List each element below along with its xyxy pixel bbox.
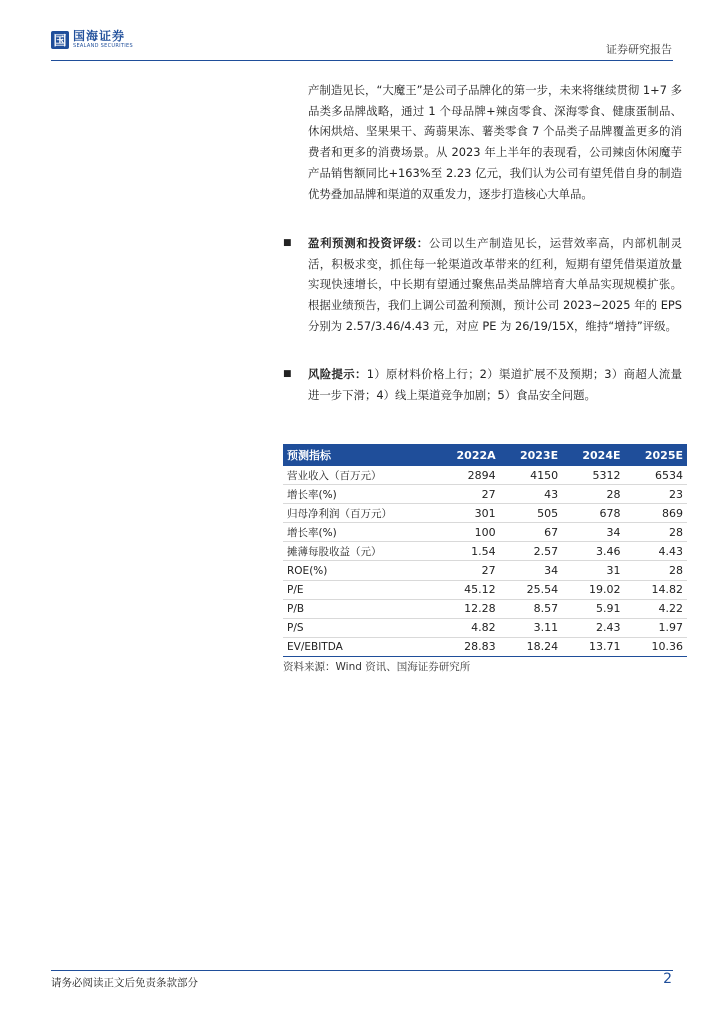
- table-cell: 10.36: [651, 640, 683, 654]
- risk-warning-text: 1）原材料价格上行；2）渠道扩展不及预期；3）商超人流量进一步下滑；4）线上渠道竞争加剧；5）食品安全问题。: [308, 367, 682, 402]
- table-cell: 4150: [530, 468, 559, 482]
- table-cell: 13.71: [589, 640, 621, 654]
- table-cell: 505: [537, 506, 559, 520]
- table-header-cell: 2023E: [500, 444, 562, 466]
- table-cell: P/B: [287, 602, 305, 615]
- table-row: [283, 485, 687, 504]
- table-row: [283, 561, 687, 580]
- table-cell: 28.83: [464, 640, 496, 654]
- table-cell: 34: [606, 525, 621, 539]
- table-row: [283, 580, 687, 599]
- table-cell: 2894: [467, 468, 496, 482]
- table-cell: 678: [599, 506, 621, 520]
- table-cell: 增长率(%): [287, 488, 337, 501]
- table-cell: 25.54: [526, 583, 559, 597]
- table-cell: 摊薄每股收益（元）: [287, 545, 382, 558]
- table-cell: 营业收入（百万元）: [287, 469, 382, 482]
- table-header-cell: 2025E: [625, 444, 687, 466]
- table-cell: 27: [481, 564, 496, 578]
- forecast-rating-text: 公司以生产制造见长，运营效率高，内部机制灵活，积极求变，抓住每一轮渠道改革带来的红利，短期有望凭借渠道放量实现快速增长，中长期有望通过聚焦品类品牌培育大单品实现规模扩张。根据业绩预告，我们上调公司盈利预测，预计公司 2023~2025 年的 EPS 分别为 2.57/3.46/4.43 元，对应 PE 为 26/19/15X，维持“增持”评级。: [308, 236, 682, 333]
- table-cell: 34: [544, 564, 559, 578]
- table-cell: P/S: [287, 621, 304, 634]
- table-cell: 1.97: [658, 621, 683, 635]
- forecast-table: [283, 444, 687, 657]
- report-type-title: 证券研究报告: [606, 43, 672, 56]
- table-cell: 4.22: [658, 602, 683, 616]
- table-cell: 5.91: [596, 602, 621, 616]
- table-cell: 3.11: [533, 621, 559, 635]
- table-row: [283, 618, 687, 637]
- table-cell: 28: [669, 525, 683, 539]
- paragraph-risk-warning: [308, 364, 682, 405]
- table-header-cell: 预测指标: [283, 444, 436, 466]
- table-cell: 27: [481, 487, 496, 501]
- table-cell: 28: [669, 564, 683, 578]
- table-header-cell: 2024E: [562, 444, 624, 466]
- table-cell: 45.12: [464, 583, 496, 597]
- table-cell: 23: [669, 487, 683, 501]
- table-cell: 增长率(%): [287, 526, 337, 539]
- table-row: [283, 637, 687, 656]
- table-cell: 14.82: [651, 583, 683, 597]
- table-cell: 8.57: [533, 602, 559, 616]
- logo-name-en: SEALAND SECURITIES: [73, 43, 133, 49]
- logo-icon: 国: [51, 31, 69, 49]
- table-cell: 19.02: [589, 583, 621, 597]
- table-cell: 归母净利润（百万元）: [287, 507, 392, 520]
- bullet-icon: ■: [283, 238, 292, 248]
- table-header-row: [283, 444, 687, 466]
- table-cell: 6534: [655, 468, 683, 482]
- forecast-rating-title: 盈利预测和投资评级：: [308, 236, 429, 250]
- table-cell: 43: [544, 487, 559, 501]
- table-cell: 12.28: [464, 602, 496, 616]
- table-cell: 4.82: [471, 621, 496, 635]
- risk-warning-title: 风险提示：: [308, 367, 367, 381]
- table-row: [283, 542, 687, 561]
- table-cell: P/E: [287, 583, 304, 596]
- table-cell: 301: [474, 506, 496, 520]
- table-row: [283, 466, 687, 485]
- table-cell: 5312: [592, 468, 621, 482]
- table-header-cell: 2022A: [436, 444, 500, 466]
- table-row: [283, 523, 687, 542]
- bullet-icon: ■: [283, 369, 292, 379]
- page-header: [0, 0, 724, 62]
- table-cell: EV/EBITDA: [287, 640, 343, 653]
- logo-name: 国海证券: [73, 29, 126, 43]
- company-logo: [51, 30, 133, 49]
- table-source-note: 资料来源：Wind 资讯、国海证券研究所: [283, 661, 471, 673]
- paragraph-forecast-rating: [308, 233, 682, 337]
- table-cell: 2.43: [596, 621, 621, 635]
- paragraph-brand-strategy: 产制造见长，“大魔王”是公司子品牌化的第一步，未来将继续贯彻 1+7 多品类多品牌战略，通过 1 个母品牌+辣卤零食、深海零食、健康蛋制品、休闲烘焙、坚果果干、蒟蒻果冻、薯类零食 7 个品类子品牌覆盖更多的消费者和更多的消费场景。从 2023 年上半年的表现看，公司辣卤休闲魔芋产品销售额同比+163%至 2.23 亿元，我们认为公司有望凭借自身的制造优势叠加品牌和渠道的双重发力，逐步打造核心大单品。: [308, 83, 682, 201]
- table-cell: 4.43: [658, 544, 683, 558]
- table-cell: 31: [606, 564, 621, 578]
- header-divider: [51, 60, 673, 61]
- table-row: [283, 599, 687, 618]
- page-number: 2: [663, 971, 672, 987]
- table-cell: 67: [544, 525, 559, 539]
- footer-divider: [51, 970, 673, 971]
- table-row: [283, 504, 687, 523]
- table-cell: 18.24: [526, 640, 559, 654]
- table-cell: 100: [474, 525, 496, 539]
- table-cell: 3.46: [596, 544, 621, 558]
- table-cell: 869: [662, 506, 683, 520]
- disclaimer-note: 请务必阅读正文后免责条款部分: [51, 977, 198, 989]
- table-cell: 28: [606, 487, 621, 501]
- table-cell: 1.54: [471, 544, 496, 558]
- table-cell: 2.57: [533, 544, 559, 558]
- table-cell: ROE(%): [287, 564, 328, 577]
